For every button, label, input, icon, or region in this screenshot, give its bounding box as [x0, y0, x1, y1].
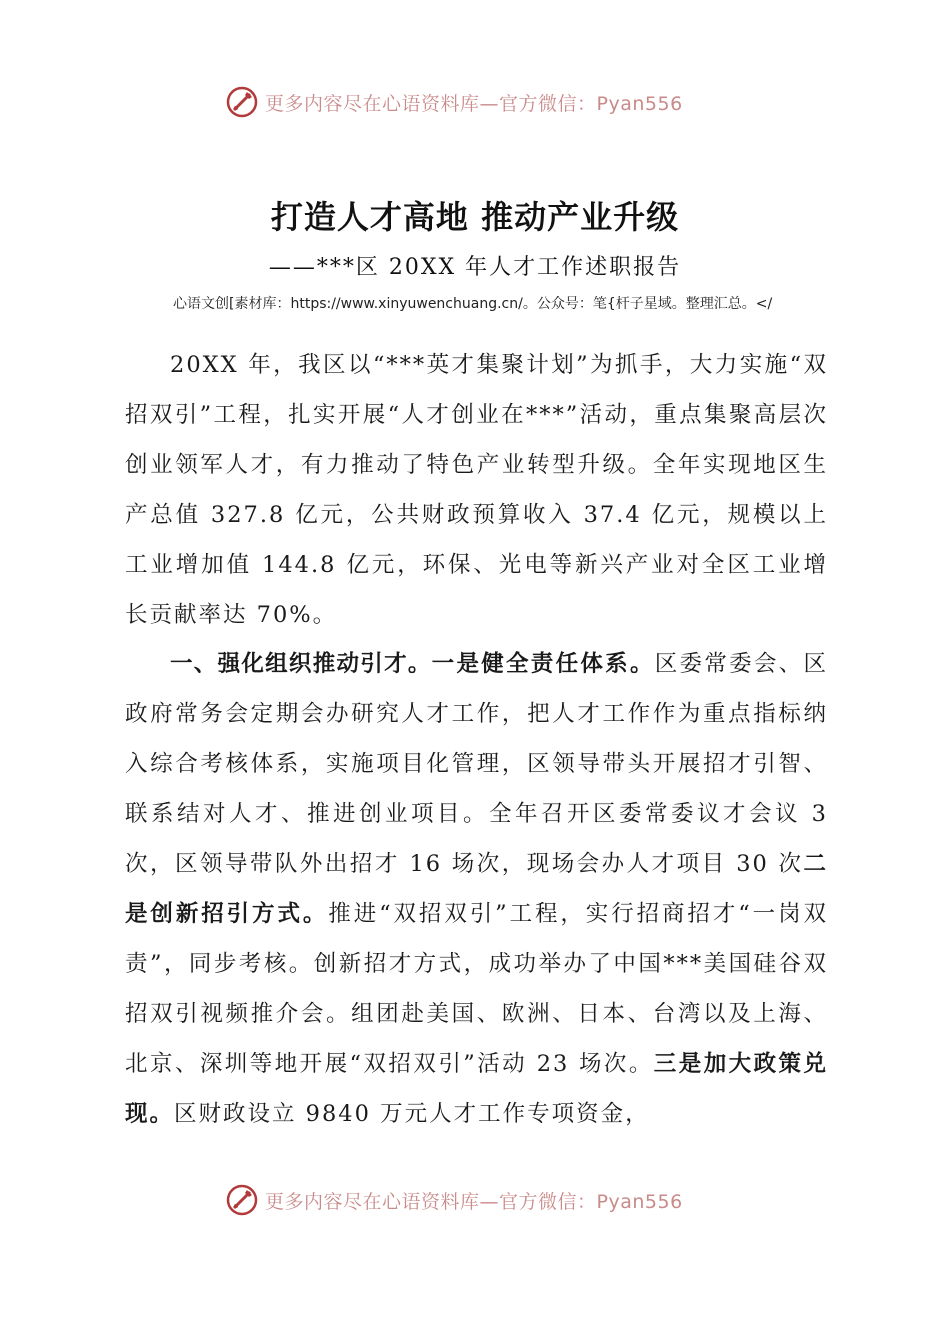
section1-point3-title: 三是加大政策兑现。 [125, 1050, 828, 1127]
section1-point1-text: 区委常委会、区政府常务会定期会办研究人才工作，把人才工作作为重点指标纳入综合考核体系，实施项目化管理，区领导带头开展招才引智、联系结对人才、推进创业项目。全年召开区委常委议才会议 3 次，区领导带队外出招才 16 场次，现场会办人才项目 30 次 [125, 651, 828, 878]
header-banner [225, 82, 745, 122]
pen-logo-icon [225, 1183, 259, 1217]
section1-heading: 一、强化组织推动引才。 [170, 651, 432, 678]
document-title: 打造人才高地 推动产业升级 [270, 198, 680, 236]
section1-point1-title: 一是健全责任体系。 [431, 651, 655, 678]
document-body [125, 341, 828, 1140]
footer-banner [225, 1180, 745, 1220]
banner-text: 更多内容尽在心语资料库—官方微信：Pyan556 [265, 92, 683, 115]
pen-logo-icon [225, 85, 259, 119]
paragraph-section1 [125, 640, 828, 1139]
document-subtitle: ——***区 20XX 年人才工作述职报告 [268, 255, 682, 280]
banner-text: 更多内容尽在心语资料库—官方微信：Pyan556 [265, 1190, 683, 1213]
section1-point3-text: 区财政设立 9840 万元人才工作专项资金， [174, 1100, 650, 1127]
section1-point2-text: 推进“双招双引”工程，实行招商招才“一岗双责”，同步考核。创新招才方式，成功举办了中国***美国硅谷双招双引视频推介会。组团赴美国、欧洲、日本、台湾以及上海、北京、深圳等地开展“双招双引”活动 23 场次。 [125, 900, 828, 1077]
source-note: 心语文创[素材库：https://www.xinyuwenchuang.cn/。公众号：笔{杆子星域。整理汇总。</ [173, 296, 773, 312]
paragraph-intro: 20XX 年，我区以“***英才集聚计划”为抓手，大力实施“双招双引”工程，扎实开展“人才创业在***”活动，重点集聚高层次创业领军人才，有力推动了特色产业转型升级。全年实现地区生产总值 327.8 亿元，公共财政预算收入 37.4 亿元，规模以上工业增加值 144.8 亿元，环保、光电等新兴产业对全区工业增长贡献率达 70%。 [125, 352, 828, 628]
section1-point2-title: 二是创新招引方式。 [125, 851, 828, 927]
